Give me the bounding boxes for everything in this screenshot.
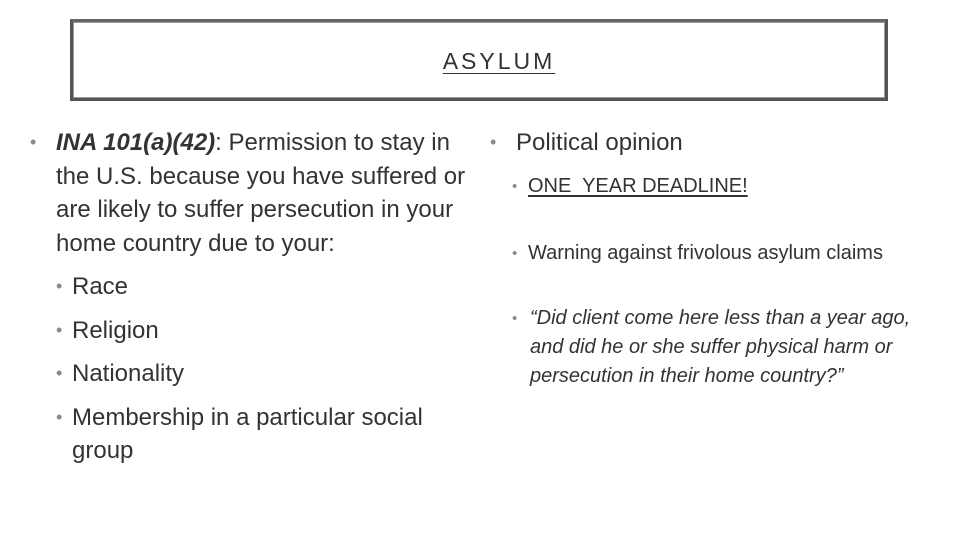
bullet-dot-icon: • xyxy=(30,132,37,152)
statute-reference: INA 101(a)(42) xyxy=(56,129,216,156)
warning-text: Warning against frivolous asylum claims xyxy=(528,241,883,264)
bullet-dot-icon: • xyxy=(512,177,518,195)
sub-bullet-warning xyxy=(490,239,898,268)
sub-bullet-quote xyxy=(490,304,930,391)
definition-text: : Permission to stay in the U.S. because you have suffered or are likely to suffer persecution in your home country due to your: xyxy=(56,129,466,257)
left-column xyxy=(30,126,466,467)
bullet-dot-icon: • xyxy=(56,407,63,427)
bullet-dot-icon: • xyxy=(56,276,63,296)
sub-bullet-social-group xyxy=(30,401,432,467)
title-box xyxy=(70,19,888,101)
sub-bullet-race xyxy=(30,270,460,303)
bullet-dot-icon: • xyxy=(512,244,518,262)
bullet-dot-icon: • xyxy=(512,309,518,327)
ground-label: Religion xyxy=(72,317,159,344)
ground-label: Race xyxy=(72,273,129,300)
sub-bullet-religion xyxy=(30,314,460,347)
bullet-dot-icon: • xyxy=(490,132,497,152)
bullet-dot-icon: • xyxy=(56,320,63,340)
screening-question: “Did client come here less than a year ago, and did he or she suffer physical harm or persecution in their home country?” xyxy=(530,306,911,387)
bullet-dot-icon: • xyxy=(56,363,63,383)
ground-label: Membership in a particular social group xyxy=(72,404,423,464)
ground-label: Political opinion xyxy=(516,129,683,156)
sub-bullet-deadline xyxy=(490,172,930,201)
bullet-political-opinion xyxy=(490,126,930,160)
deadline-text: ONE YEAR DEADLINE! xyxy=(528,174,748,197)
slide-title: ASYLUM xyxy=(442,48,556,74)
sub-bullet-nationality xyxy=(30,357,460,390)
right-column xyxy=(490,126,930,391)
bullet-definition xyxy=(30,126,474,260)
ground-label: Nationality xyxy=(72,360,185,387)
